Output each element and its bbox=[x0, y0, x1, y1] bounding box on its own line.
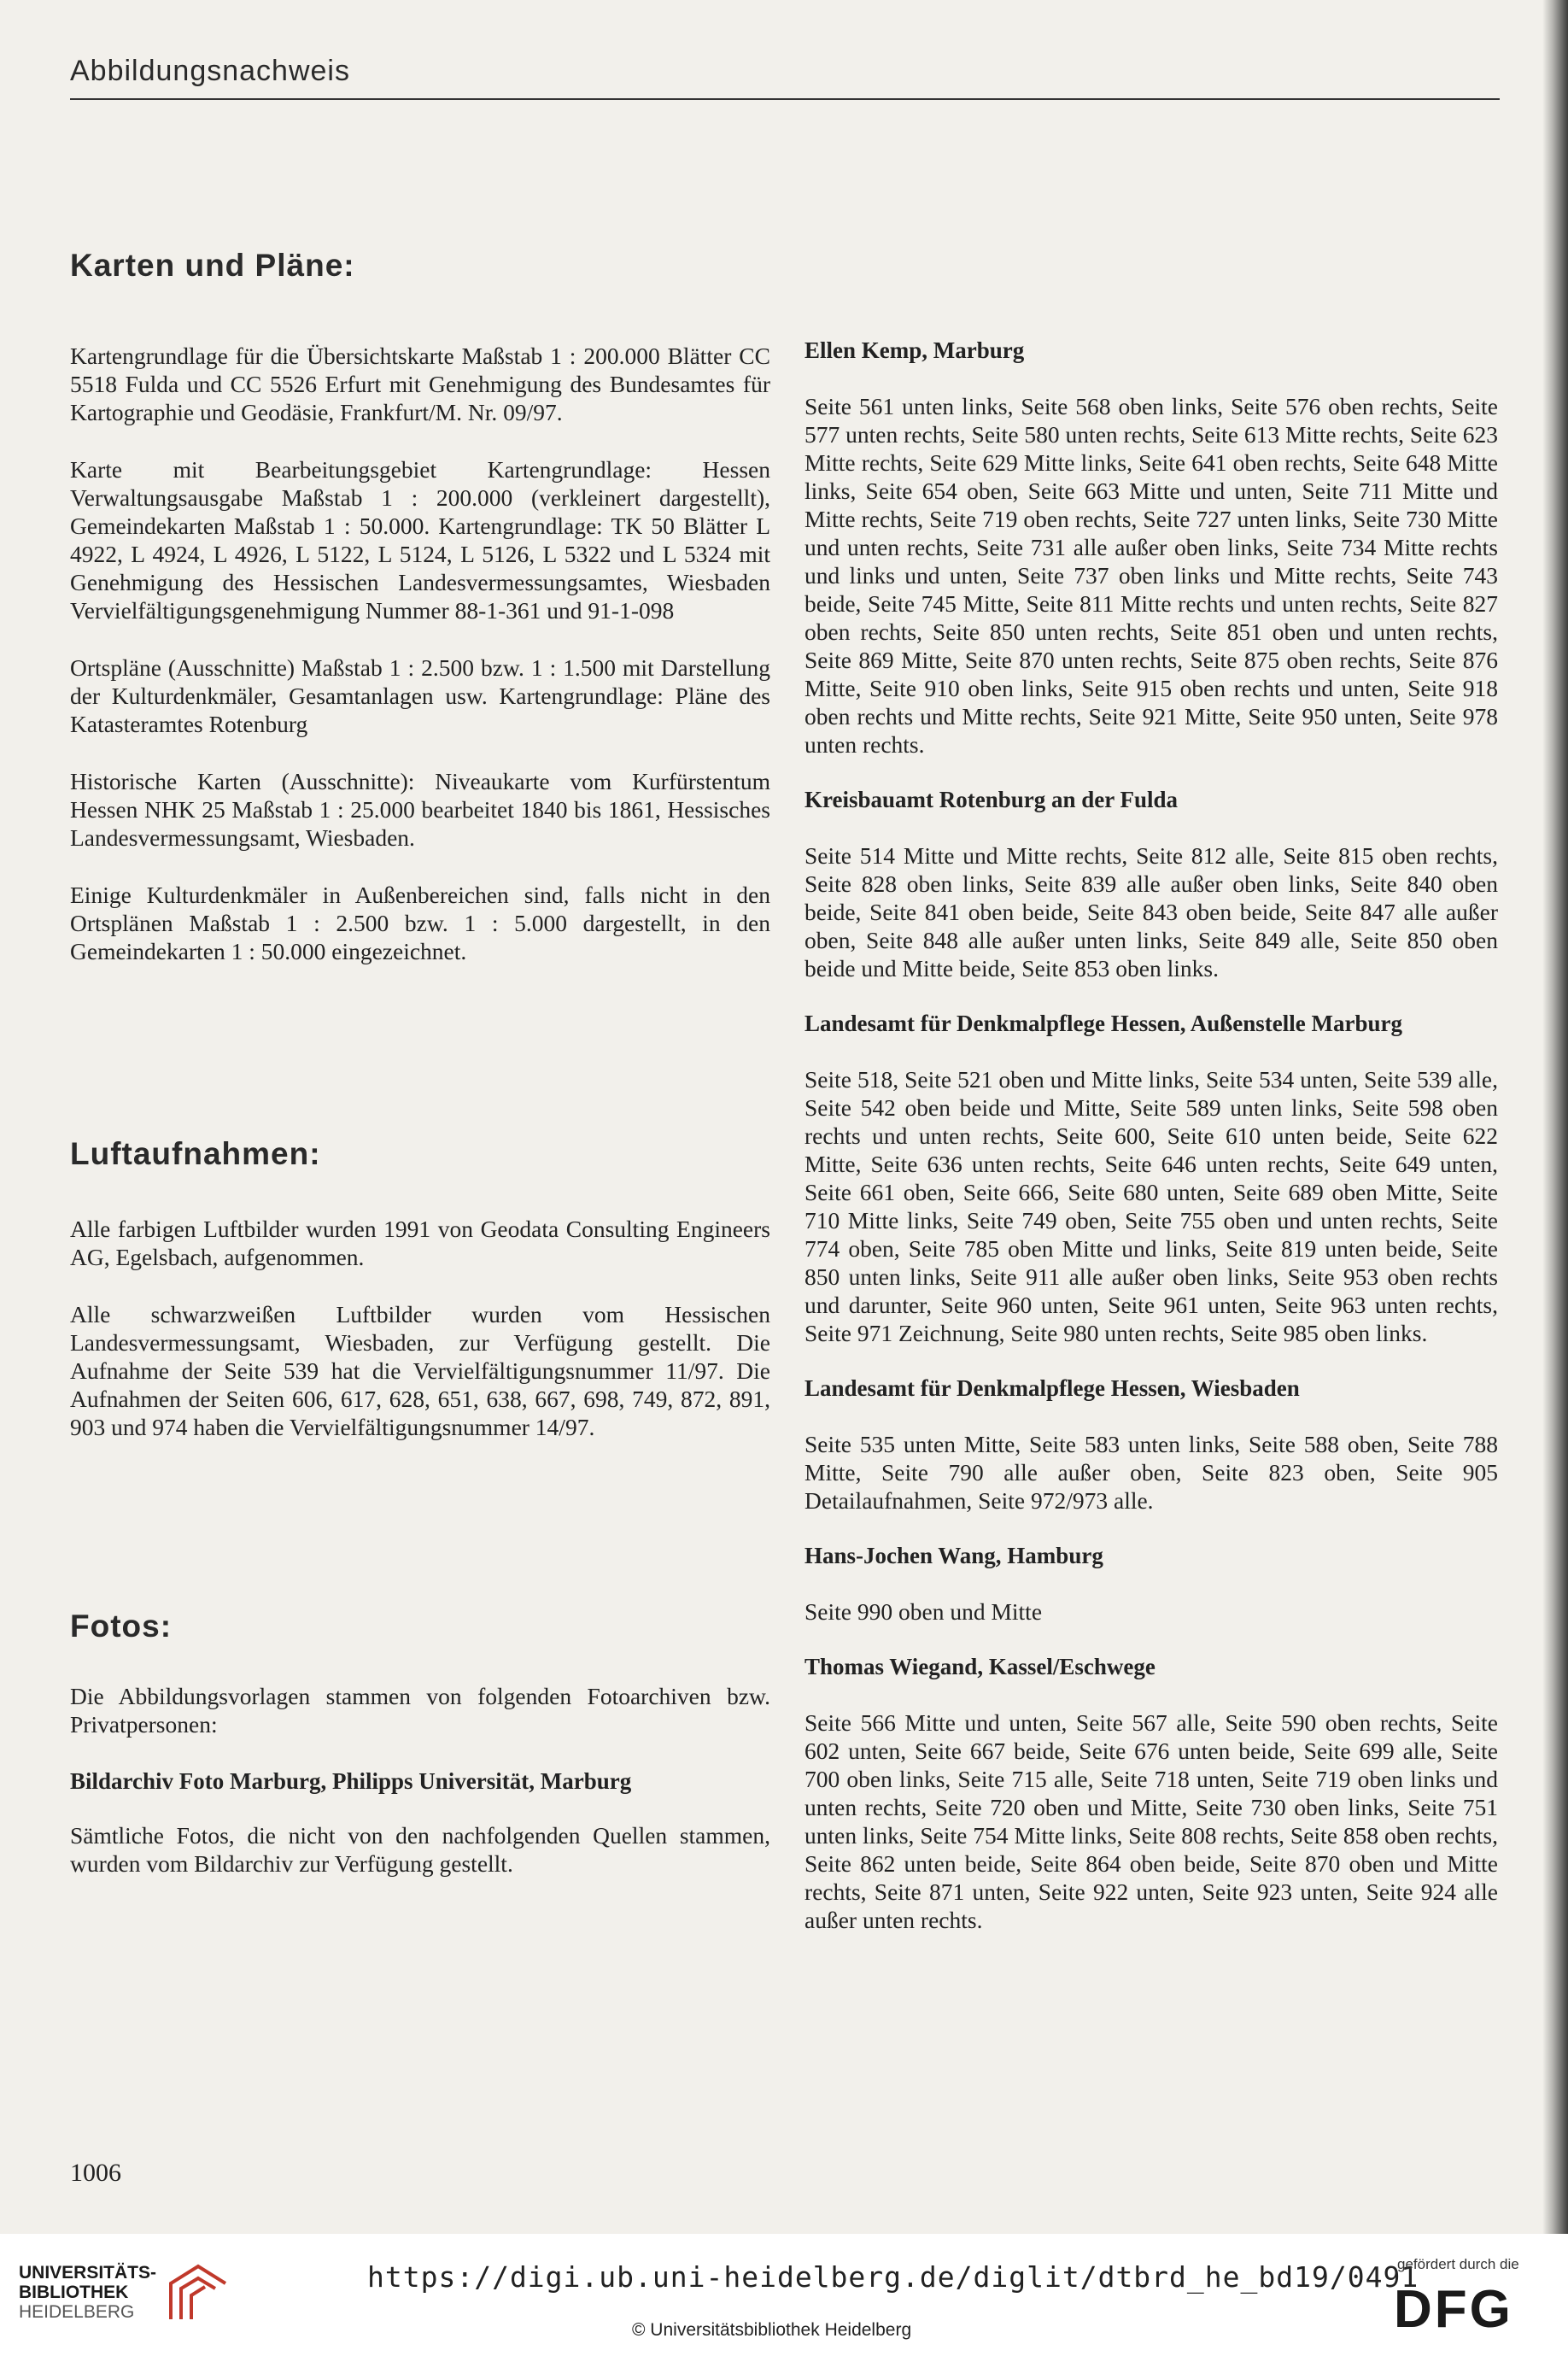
library-name-line-2: BIBLIOTHEK bbox=[19, 2283, 129, 2302]
fotos-paragraph: Die Abbildungsvorlagen stammen von folgenden Fotoarchiven bzw. Privatpersonen: bbox=[70, 1683, 770, 1738]
karten-paragraph-3: Ortspläne (Ausschnitte) Maßstab 1 : 2.500 bzw. 1 : 1.500 mit Darstellung der Kulturdenkmäler, Gesamtanlagen usw. Kartengrundlage: Pläne des Katasteramtes Rotenburg bbox=[70, 654, 770, 737]
fotos-heading: Fotos: bbox=[70, 1609, 173, 1644]
page-edge-shadow bbox=[1542, 0, 1568, 2234]
bildarchiv-heading: Bildarchiv Foto Marburg, Philipps Universität, Marburg bbox=[70, 1768, 632, 1794]
library-logo[interactable] bbox=[19, 2258, 241, 2326]
header-rule bbox=[70, 98, 1500, 100]
karten-paragraph-5: Einige Kulturdenkmäler in Außenbereichen sind, falls nicht in den Ortsplänen Maßstab 1 : 2.500 bzw. 1 : 5.000 dargestellt, in den Gemeindekarten 1 : 50.000 eingezeichnet. bbox=[70, 882, 770, 964]
funded-by-label: gefördert durch die bbox=[1397, 2256, 1519, 2272]
lfd-wiesbaden-heading: Landesamt für Denkmalpflege Hessen, Wiesbaden bbox=[804, 1375, 1300, 1401]
wiegand-heading: Thomas Wiegand, Kassel/Eschwege bbox=[804, 1654, 1156, 1679]
karten-paragraph-4: Historische Karten (Ausschnitte): Niveaukarte vom Kurfürstentum Hessen NHK 25 Maßstab 1 : 25.000 bearbeitet 1840 bis 1861, Hessisches Landesvermessungsamt, Wiesbaden. bbox=[70, 768, 770, 851]
karten-paragraph-1: Kartengrundlage für die Übersichtskarte Maßstab 1 : 200.000 Blätter CC 5518 Fulda und CC 5526 Erfurt mit Genehmigung des Bundesamtes für Kartographie und Geodäsie, Frankfurt/M. Nr. 09/97. bbox=[70, 343, 770, 425]
library-emblem-icon bbox=[162, 2259, 234, 2324]
library-name bbox=[19, 2263, 156, 2322]
wiegand-paragraph: Seite 566 Mitte und unten, Seite 567 alle, Seite 590 oben rechts, Seite 602 unten, Seite 667 beide, Seite 676 unten beide, Seite 699 alle, Seite 700 oben links, Seite 715 alle, Seite 718 unten, Seite 719 oben links und unten rechts, Seite 720 oben und Mitte, Seite 730 oben links, Seite 751 unten links, Seite 754 Mitte links, Seite 808 rechts, Seite 858 oben rechts, Seite 862 unten beide, Seite 864 oben beide, Seite 870 oben und Mitte rechts, Seite 871 unten, Seite 922 unten, Seite 923 unten, Seite 924 alle außer unten rechts. bbox=[804, 1709, 1498, 1933]
lfd-marburg-heading: Landesamt für Denkmalpflege Hessen, Außenstelle Marburg bbox=[804, 1011, 1402, 1036]
running-head: Abbildungsnachweis bbox=[70, 55, 350, 87]
dfg-logo[interactable]: DFG bbox=[1394, 2280, 1513, 2339]
kreis-heading: Kreisbauamt Rotenburg an der Fulda bbox=[804, 787, 1179, 812]
bildarchiv-paragraph: Sämtliche Fotos, die nicht von den nachfolgenden Quellen stammen, wurden vom Bildarchiv zur Verfügung gestellt. bbox=[70, 1822, 770, 1877]
kemp-paragraph: Seite 561 unten links, Seite 568 oben links, Seite 576 oben rechts, Seite 577 unten rechts, Seite 580 unten rechts, Seite 613 Mitte rechts, Seite 623 Mitte rechts, Seite 629 Mitte links, Seite 641 oben rechts, Seite 648 Mitte links, Seite 654 oben, Seite 663 Mitte und unten, Seite 711 Mitte und Mitte rechts, Seite 719 oben rechts, Seite 727 unten links, Seite 730 Mitte und unten rechts, Seite 731 alle außer oben links, Seite 734 Mitte rechts und links und unten, Seite 737 oben links und Mitte rechts, Seite 743 beide, Seite 745 Mitte, Seite 811 Mitte rechts und unten rechts, Seite 827 oben rechts, Seite 850 unten rechts, Seite 851 oben und unten rechts, Seite 869 Mitte, Seite 870 unten rechts, Seite 875 oben rechts, Seite 876 Mitte, Seite 910 oben links, Seite 915 oben rechts und unten, Seite 918 oben rechts und Mitte rechts, Seite 921 Mitte, Seite 950 unten, Seite 978 unten rechts. bbox=[804, 393, 1498, 758]
permalink-url[interactable]: https://digi.ub.uni-heidelberg.de/diglit/dtbrd_he_bd19/0491 bbox=[367, 2260, 1419, 2294]
luft-heading: Luftaufnahmen: bbox=[70, 1136, 321, 1171]
right-column bbox=[804, 337, 1498, 1934]
wang-heading: Hans-Jochen Wang, Hamburg bbox=[804, 1543, 1103, 1568]
page-number: 1006 bbox=[70, 2159, 121, 2187]
kreis-paragraph: Seite 514 Mitte und Mitte rechts, Seite 812 alle, Seite 815 oben rechts, Seite 828 oben links, Seite 839 alle außer oben links, Seite 840 oben beide, Seite 841 oben beide, Seite 843 oben beide, Seite 847 alle außer oben, Seite 848 alle außer unten links, Seite 849 alle, Seite 850 oben beide und Mitte beide, Seite 853 oben links. bbox=[804, 842, 1498, 982]
lfd-wiesbaden-paragraph: Seite 535 unten Mitte, Seite 583 unten links, Seite 588 oben, Seite 788 Mitte, Seite 790 alle außer oben, Seite 823 oben, Seite 905 Detailaufnahmen, Seite 972/973 alle. bbox=[804, 1431, 1498, 1514]
copyright-notice: © Universitätsbibliothek Heidelberg bbox=[632, 2320, 912, 2340]
wang-paragraph: Seite 990 oben und Mitte bbox=[804, 1598, 1043, 1625]
library-name-line-1: UNIVERSITÄTS- bbox=[19, 2263, 157, 2283]
luft-paragraph-2: Alle schwarzweißen Luftbilder wurden vom Hessischen Landesvermessungsamt, Wiesbaden, zur Verfügung gestellt. Die Aufnahme der Seite 539 hat die Vervielfältigungsnummer 11/97. Die Aufnahmen der Seiten 606, 617, 628, 651, 638, 667, 698, 749, 872, 891, 903 und 974 haben die Vervielfältigungsnummer 14/97. bbox=[70, 1301, 770, 1440]
karten-paragraph-2: Karte mit Bearbeitungsgebiet Kartengrundlage: Hessen Verwaltungsausgabe Maßstab 1 : 200.000 (verkleinert dargestellt), Gemeindekarten Maßstab 1 : 50.000. Kartengrundlage: TK 50 Blätter L 4922, L 4924, L 4926, L 5122, L 5124, L 5126, L 5322 und L 5324 mit Genehmigung des Hessischen Landesvermessungsamtes, Wiesbaden Vervielfältigungsgenehmigung Nummer 88-1-361 und 91-1-098 bbox=[70, 456, 770, 624]
luft-paragraph-1: Alle farbigen Luftbilder wurden 1991 von Geodata Consulting Engineers AG, Egelsbach, aufgenommen. bbox=[70, 1216, 770, 1270]
left-column bbox=[70, 248, 770, 1878]
karten-heading: Karten und Pläne: bbox=[70, 248, 355, 283]
library-name-line-3: HEIDELBERG bbox=[19, 2302, 135, 2322]
lfd-marburg-paragraph: Seite 518, Seite 521 oben und Mitte links, Seite 534 unten, Seite 539 alle, Seite 542 oben beide und Mitte, Seite 589 unten links, Seite 598 oben rechts und unten rechts, Seite 600, Seite 610 unten beide, Seite 622 Mitte, Seite 636 unten rechts, Seite 646 unten rechts, Seite 649 unten, Seite 661 oben, Seite 666, Seite 680 unten, Seite 689 oben Mitte, Seite 710 Mitte links, Seite 749 oben, Seite 755 oben und unten rechts, Seite 774 oben, Seite 785 oben Mitte und links, Seite 819 unten beide, Seite 850 unten links, Seite 911 alle außer oben links, Seite 953 oben rechts und darunter, Seite 960 unten, Seite 961 unten, Seite 963 unten rechts, Seite 971 Zeichnung, Seite 980 unten rechts, Seite 985 oben links. bbox=[804, 1066, 1498, 1346]
kemp-heading: Ellen Kemp, Marburg bbox=[804, 337, 1025, 363]
